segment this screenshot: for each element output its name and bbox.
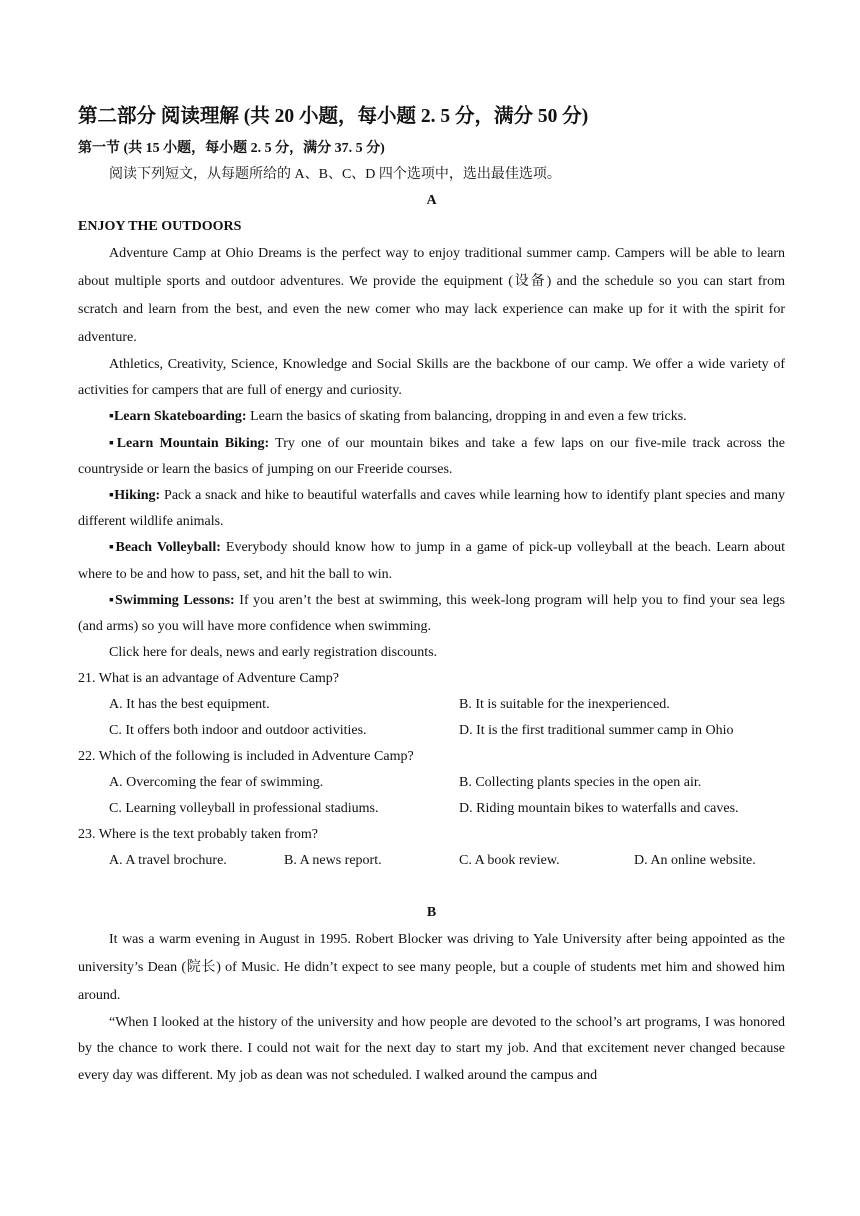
option-b: B. It is suitable for the inexperienced. — [459, 697, 670, 713]
question-stem: 21. What is an advantage of Adventure Camp? — [78, 671, 339, 687]
part-title: 第二部分 阅读理解 (共 20 小题，每小题 2. 5 分，满分 50 分) — [78, 106, 589, 127]
option-d: D. It is the first traditional summer camp in Ohio — [459, 723, 734, 739]
activity-item — [78, 431, 785, 483]
option-c: C. It offers both indoor and outdoor activities. — [109, 723, 367, 739]
passage-a-closing: Click here for deals, news and early registration discounts. — [109, 645, 438, 661]
options-row — [78, 692, 785, 718]
option-a: A. Overcoming the fear of swimming. — [109, 775, 324, 791]
activity-name: ▪Learn Mountain Biking: — [109, 435, 270, 451]
spacer — [78, 874, 785, 900]
activity-name: ▪Learn Skateboarding: — [109, 409, 247, 425]
activity-item — [78, 404, 785, 430]
activity-item — [78, 588, 785, 640]
section-title: 第一节 (共 15 小题，每小题 2. 5 分，满分 37. 5 分) — [78, 141, 385, 156]
option-a: A. A travel brochure. — [109, 853, 227, 869]
activity-name: ▪Beach Volleyball: — [109, 540, 221, 556]
activity-text: Pack a snack and hike to beautiful waterfalls and caves while learning how to identify plant species and many different wildlife animals. — [78, 488, 785, 530]
option-d: D. An online website. — [634, 853, 756, 869]
activity-text: If you aren’t the best at swimming, this week-long program will help you to find your sea legs (and arms) so you will have more confidence when swimming. — [78, 592, 786, 635]
option-a: A. It has the best equipment. — [109, 697, 270, 713]
activity-item — [78, 535, 785, 587]
passage-b-paragraph: “When I looked at the history of the university and how people are devoted to the school’s art programs, I was honored by the chance to work there. I could not wait for the next day to start my job. And that excitement never changed because every day was different. My job as dean was not scheduled. I walked around the campus and — [78, 1015, 785, 1083]
activity-text: Learn the basics of skating from balancing, dropping in and even a few tricks. — [246, 409, 687, 425]
option-c: C. A book review. — [459, 853, 560, 869]
passage-a-title: ENJOY THE OUTDOORS — [78, 219, 242, 234]
activity-item — [78, 483, 785, 535]
question-stem: 23. Where is the text probably taken from? — [78, 827, 318, 843]
activity-text: Everybody should know how to jump in a game of pick-up volleyball at the beach. Learn about where to be and how to pass, set, and hit the ball to win. — [78, 540, 785, 582]
question-stem: 22. Which of the following is included in Adventure Camp? — [78, 749, 414, 765]
exam-page — [78, 102, 785, 1089]
activity-name: ▪Hiking: — [109, 488, 161, 504]
passage-a-label: A — [426, 193, 437, 208]
passage-a-paragraph: Athletics, Creativity, Science, Knowledge and Social Skills are the backbone of our camp. We offer a wide variety of activities for campers that are full of energy and curiosity. — [78, 357, 785, 399]
option-d: D. Riding mountain bikes to waterfalls and caves. — [459, 801, 739, 817]
options-row — [78, 848, 785, 874]
activity-name: ▪Swimming Lessons: — [109, 592, 235, 608]
passage-b-paragraph: It was a warm evening in August in 1995. Robert Blocker was driving to Yale University after being appointed as the university’s Dean (院长) of Music. He didn’t expect to see many people, but a couple of students met him and showed him around. — [78, 932, 785, 1004]
options-row — [78, 796, 785, 822]
activity-text: Try one of our mountain bikes and take a few laps on our five-mile track across the countryside or learn the basics of jumping on our Freeride courses. — [78, 435, 785, 477]
instruction: 阅读下列短文，从每题所给的 A、B、C、D 四个选项中，选出最佳选项。 — [109, 167, 561, 182]
option-b: B. Collecting plants species in the open air. — [459, 775, 702, 791]
passage-b-label: B — [426, 905, 437, 921]
options-row — [78, 718, 785, 744]
option-b: B. A news report. — [284, 853, 382, 869]
passage-a-paragraph: Adventure Camp at Ohio Dreams is the perfect way to enjoy traditional summer camp. Campers will be able to learn about multiple sports and outdoor adventures. We provide the equipment (设备) and the schedule so you can start from scratch and learn from the best, and even the new comer who may lack experience can make up for it with the spirit for adventure. — [78, 246, 785, 345]
options-row — [78, 770, 785, 796]
option-c: C. Learning volleyball in professional stadiums. — [109, 801, 379, 817]
